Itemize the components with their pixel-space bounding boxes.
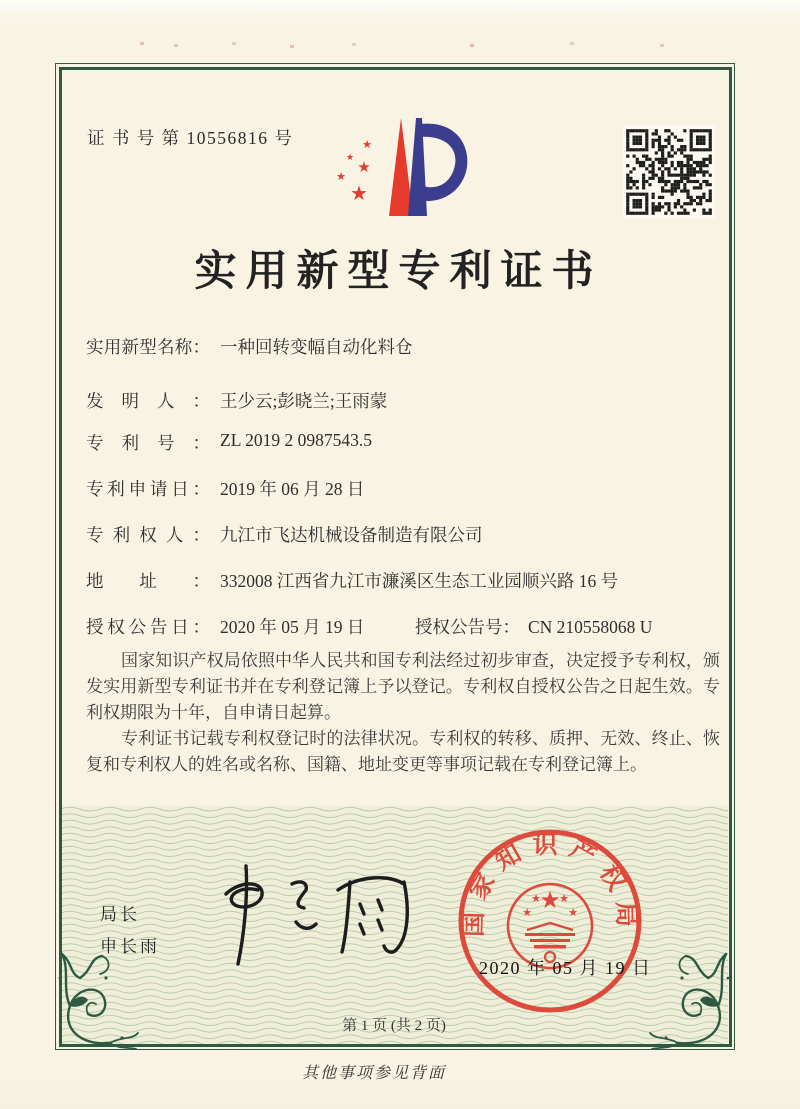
back-side-note: 其他事项参见背面 <box>302 1065 447 1082</box>
field-label: 授权公告日： <box>86 617 210 637</box>
field-label: 授权公告号： <box>415 617 520 637</box>
svg-text:★: ★ <box>350 183 368 205</box>
certificate-title: 实用新型专利证书 <box>194 249 603 295</box>
legal-paragraph-1: 国家知识产权局依照中华人民共和国专利法经过初步审查，决定授予专利权，颁发实用新型专利证书并在专利登记簿上予以登记。专利权自授权公告之日起生效。专利权期限为十年，自申请日起算。 <box>86 651 720 722</box>
seal-date: 2020 年 05 月 19 日 <box>479 958 652 978</box>
svg-text:★: ★ <box>357 160 371 176</box>
corner-flourish-icon <box>40 948 140 1053</box>
svg-text:★: ★ <box>568 907 578 919</box>
field-row-patentee <box>86 522 483 547</box>
field-label: 专利号： <box>86 433 210 453</box>
field-row-address <box>86 568 618 593</box>
director-signature-icon <box>208 856 428 971</box>
svg-text:★: ★ <box>336 171 346 183</box>
qr-code <box>623 126 715 218</box>
field-value: 2020 年 05 月 19 日 <box>220 617 365 637</box>
page-indicator: 第 1 页 (共 2 页) <box>342 1018 446 1034</box>
svg-text:★: ★ <box>345 152 355 162</box>
svg-text:★: ★ <box>362 139 372 151</box>
field-value: 332008 江西省九江市濂溪区生态工业园顺兴路 16 号 <box>220 571 619 591</box>
field-label: 专利权人： <box>86 525 210 545</box>
field-label: 发明人： <box>86 391 210 411</box>
photo-edge <box>0 0 800 14</box>
svg-text:★: ★ <box>539 888 561 914</box>
field-row-grant-date <box>86 614 364 639</box>
field-label: 专利申请日： <box>86 479 210 499</box>
officer-title: 局长 <box>100 905 140 924</box>
svg-text:★: ★ <box>559 893 569 905</box>
field-label: 地址： <box>86 571 210 591</box>
officer-name: 申长雨 <box>100 937 160 956</box>
svg-text:★: ★ <box>531 893 541 905</box>
legal-paragraph-2: 专利证书记载专利权登记时的法律状况。专利权的转移、质押、无效、终止、恢复和专利权人的姓名或名称、国籍、地址变更等事项记载在专利登记簿上。 <box>86 729 720 774</box>
field-value: 九江市飞达机械设备制造有限公司 <box>220 525 483 545</box>
field-value: 2019 年 06 月 28 日 <box>220 479 365 499</box>
field-value: ZL 2019 2 0987543.5 <box>220 430 372 450</box>
corner-flourish-icon <box>648 948 748 1053</box>
seal-text: 国家知识产权局 <box>460 832 640 938</box>
field-row-name <box>86 334 413 359</box>
cnipa-patent-logo-icon <box>328 110 478 228</box>
svg-text:★: ★ <box>522 907 532 919</box>
field-value: 王少云;彭晓兰;王雨蒙 <box>220 391 388 411</box>
field-row-patent-no <box>86 430 372 455</box>
field-value: 一种回转变幅自动化料仓 <box>220 337 413 357</box>
legal-text <box>86 648 720 778</box>
field-label: 实用新型名称： <box>86 337 210 357</box>
ink-bleed-specks <box>140 42 144 45</box>
field-row-filing-date <box>86 476 364 501</box>
field-value: CN 210558068 U <box>528 617 653 637</box>
certificate-number: 证 书 号 第 10556816 号 <box>87 128 294 148</box>
field-row-inventors <box>86 388 387 413</box>
field-row-grant-no <box>415 614 652 639</box>
official-seal-icon <box>455 826 645 1016</box>
